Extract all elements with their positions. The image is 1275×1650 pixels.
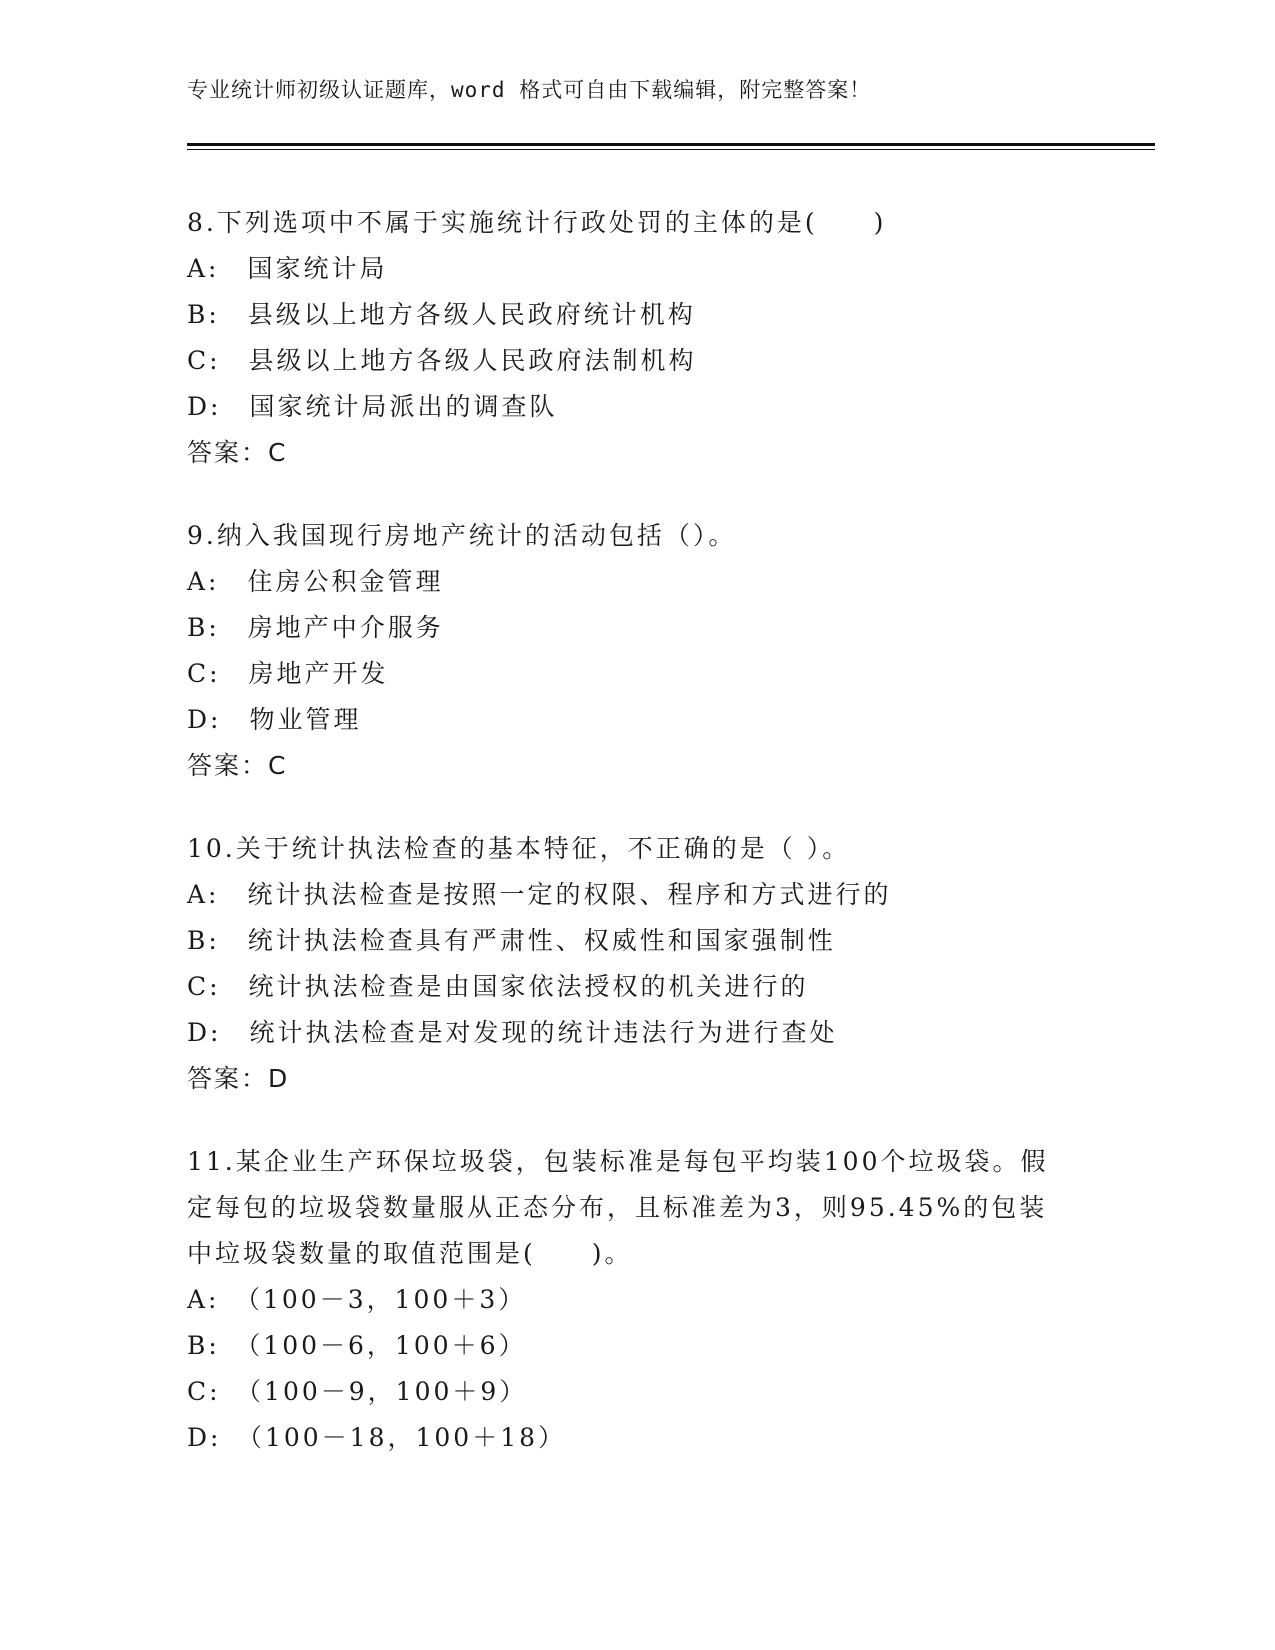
- answer: 答案：D: [187, 1064, 290, 1093]
- question-11: [187, 1139, 1087, 1461]
- question-stem: [187, 200, 1087, 246]
- option-d: D: 物业管理: [187, 705, 362, 734]
- stem-line: 8.下列选项中不属于实施统计行政处罚的主体的是( ): [187, 208, 887, 237]
- stem-line: 11.某企业生产环保垃圾袋，包装标准是每包平均装100个垃圾袋。假: [187, 1147, 1049, 1176]
- stem-line: 定每包的垃圾袋数量服从正态分布，且标准差为3，则95.45%的包装: [187, 1193, 1048, 1222]
- option-b: B: 房地产中介服务: [187, 613, 444, 642]
- option-d: D: 国家统计局派出的调查队: [187, 392, 558, 421]
- option-d: D: 统计执法检查是对发现的统计违法行为进行查处: [187, 1018, 838, 1047]
- question-stem: [187, 513, 1087, 559]
- option-b: B: （100－6，100＋6）: [187, 1331, 527, 1360]
- option-a: A: 住房公积金管理: [187, 567, 444, 596]
- option-b: B: 县级以上地方各级人民政府统计机构: [187, 300, 696, 329]
- option-a: A: 国家统计局: [187, 254, 388, 283]
- stem-line: 中垃圾袋数量的取值范围是( )。: [187, 1239, 633, 1268]
- question-list: [187, 200, 1087, 1498]
- question-stem: [187, 826, 1087, 872]
- option-a: A: 统计执法检查是按照一定的权限、程序和方式进行的: [187, 880, 892, 909]
- header-rule-thin: [187, 149, 1155, 150]
- option-c: C: 房地产开发: [187, 659, 389, 688]
- question-stem: [187, 1139, 1087, 1277]
- answer: 答案：C: [187, 438, 288, 467]
- option-d: D: （100－18，100＋18）: [187, 1423, 567, 1452]
- option-c: C: 县级以上地方各级人民政府法制机构: [187, 346, 697, 375]
- option-c: C: 统计执法检查是由国家依法授权的机关进行的: [187, 972, 809, 1001]
- stem-line: 10.关于统计执法检查的基本特征，不正确的是（ ）。: [187, 834, 851, 863]
- question-10: [187, 826, 1087, 1102]
- option-b: B: 统计执法检查具有严肃性、权威性和国家强制性: [187, 926, 836, 955]
- question-9: [187, 513, 1087, 789]
- question-8: [187, 200, 1087, 476]
- answer: 答案：C: [187, 751, 288, 780]
- option-c: C: （100－9，100＋9）: [187, 1377, 528, 1406]
- document-header: 专业统计师初级认证题库，word 格式可自由下载编辑，附完整答案！: [187, 78, 872, 102]
- header-rule-thick: [187, 143, 1155, 146]
- option-a: A: （100－3，100＋3）: [187, 1285, 527, 1314]
- stem-line: 9.纳入我国现行房地产统计的活动包括（）。: [187, 521, 737, 550]
